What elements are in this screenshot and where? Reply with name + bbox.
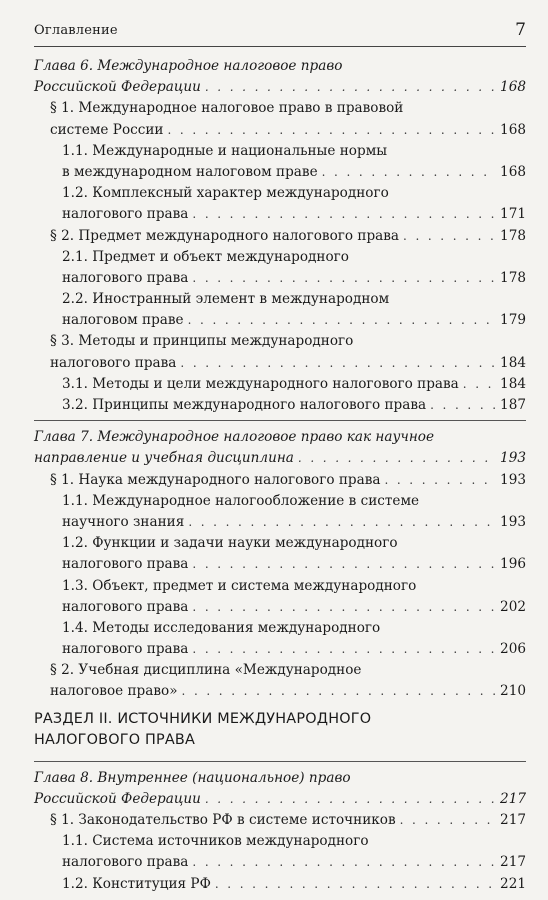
toc-page-number: 171 bbox=[500, 206, 526, 223]
toc-entry-title: 1.4. Методы исследования международного bbox=[62, 619, 381, 636]
dot-leader bbox=[403, 226, 496, 247]
dot-leader bbox=[192, 852, 496, 873]
dot-leader bbox=[188, 310, 496, 331]
toc-subsection-entry[interactable] bbox=[34, 618, 526, 660]
toc-part-line: НАЛОГОВОГО ПРАВА bbox=[34, 731, 196, 748]
toc-page-number: 210 bbox=[500, 683, 526, 700]
toc-subsection-entry[interactable] bbox=[34, 831, 526, 873]
toc-section-entry[interactable] bbox=[34, 331, 526, 373]
toc-page-number: 193 bbox=[500, 471, 526, 488]
toc-subsection-entry[interactable] bbox=[34, 395, 526, 416]
dot-leader bbox=[205, 77, 496, 98]
toc-page-number: 168 bbox=[500, 121, 526, 138]
toc-entry-last-line bbox=[62, 874, 526, 895]
toc-entry-title: налогового права bbox=[50, 354, 177, 371]
toc-entry-title: 1.2. Конституция РФ bbox=[62, 875, 211, 892]
dot-leader bbox=[322, 162, 496, 183]
toc-page-number: 184 bbox=[500, 375, 526, 392]
toc-section-entry[interactable] bbox=[34, 810, 526, 831]
dot-leader bbox=[384, 470, 496, 491]
toc-entry-title: 1.2. Функции и задачи науки международного bbox=[62, 535, 398, 552]
dot-leader bbox=[192, 204, 496, 225]
toc-subsection-entry[interactable] bbox=[34, 533, 526, 575]
toc-subsection-entry[interactable] bbox=[34, 141, 526, 183]
toc-page-number: 178 bbox=[500, 227, 526, 244]
toc-entry-last-line bbox=[34, 789, 526, 810]
dot-leader bbox=[463, 374, 496, 395]
toc-entry-title: Глава 7. Международное налоговое право как научное bbox=[34, 429, 435, 446]
toc-entry-title: 1.1. Система источников международного bbox=[62, 833, 369, 850]
toc-page-number: 179 bbox=[500, 312, 526, 329]
toc-page-number: 168 bbox=[500, 163, 526, 180]
toc-entry-title: в международном налоговом праве bbox=[62, 163, 318, 180]
page-header bbox=[34, 20, 526, 44]
toc-entry-last-line bbox=[62, 852, 526, 873]
dot-leader bbox=[215, 874, 496, 895]
toc-section-entry[interactable] bbox=[34, 660, 526, 702]
toc-page-number: 178 bbox=[500, 269, 526, 286]
dot-leader bbox=[180, 353, 496, 374]
toc-entry-title: § 3. Методы и принципы международного bbox=[50, 333, 354, 350]
toc-page-number: 184 bbox=[500, 354, 526, 371]
toc-separator bbox=[34, 761, 526, 762]
toc-section-entry[interactable] bbox=[34, 226, 526, 247]
toc-entry-last-line bbox=[50, 681, 526, 702]
toc-entry-title: налоговом праве bbox=[62, 312, 184, 329]
dot-leader bbox=[205, 789, 496, 810]
dot-leader bbox=[192, 639, 496, 660]
toc-section-entry[interactable] bbox=[34, 470, 526, 491]
toc-page-number: 206 bbox=[500, 641, 526, 658]
toc-entry-title: § 2. Учебная дисциплина «Международное bbox=[50, 662, 362, 679]
toc-separator bbox=[34, 420, 526, 421]
toc-subsection-entry[interactable] bbox=[34, 491, 526, 533]
toc-subsection-entry[interactable] bbox=[34, 289, 526, 331]
page-number: 7 bbox=[515, 20, 526, 40]
header-rule bbox=[34, 46, 526, 47]
toc-entry-title: 3.2. Принципы международного налогового права bbox=[62, 397, 427, 413]
toc-entry-last-line bbox=[50, 120, 526, 141]
toc-entry-title: 1.3. Объект, предмет и система международного bbox=[62, 577, 417, 594]
toc-entry-last-line bbox=[34, 448, 526, 469]
dot-leader bbox=[192, 554, 496, 575]
toc-chapter-entry[interactable] bbox=[34, 427, 526, 469]
running-title: Оглавление bbox=[34, 23, 118, 38]
dot-leader bbox=[298, 448, 496, 469]
toc-subsection-entry[interactable] bbox=[34, 183, 526, 225]
toc-page-number: 202 bbox=[500, 598, 526, 615]
toc-entry-title: направление и учебная дисциплина bbox=[34, 450, 294, 467]
toc-entry-title: налогового права bbox=[62, 556, 189, 573]
toc-page-number: 196 bbox=[500, 556, 526, 573]
toc-entry-title: § 1. Международное налоговое право в правовой bbox=[50, 100, 404, 117]
toc-entry-title: 1.1. Международное налогообложение в системе bbox=[62, 492, 420, 509]
toc-entry-title: Российской Федерации bbox=[34, 790, 201, 807]
toc-subsection-entry[interactable] bbox=[34, 576, 526, 618]
toc-entry-title: налогового права bbox=[62, 269, 189, 286]
toc-entry-title: налогового права bbox=[62, 598, 189, 615]
toc-subsection-entry[interactable] bbox=[34, 247, 526, 289]
dot-leader bbox=[430, 395, 496, 416]
toc-entry-title: научного знания bbox=[62, 513, 185, 530]
toc-page-number: 217 bbox=[500, 812, 526, 828]
dot-leader bbox=[192, 597, 496, 618]
toc-page-number: 193 bbox=[500, 513, 526, 530]
toc-entry-last-line bbox=[50, 353, 526, 374]
toc-entry-title: Глава 6. Международное налоговое право bbox=[34, 58, 343, 74]
toc-entry-title: 2.2. Иностранный элемент в международном bbox=[62, 291, 390, 308]
toc-entry-last-line bbox=[62, 597, 526, 618]
toc-part-line: РАЗДЕЛ II. ИСТОЧНИКИ МЕЖДУНАРОДНОГО bbox=[34, 710, 372, 727]
toc-entry-title: 1.1. Международные и национальные нормы bbox=[62, 142, 388, 159]
toc-entry-title: налогового права bbox=[62, 854, 189, 871]
dot-leader bbox=[167, 120, 496, 141]
toc-entry-last-line bbox=[62, 374, 526, 395]
toc-entry-last-line bbox=[62, 395, 526, 416]
toc-entry-last-line bbox=[50, 470, 526, 491]
dot-leader bbox=[188, 512, 496, 533]
dot-leader bbox=[192, 268, 496, 289]
toc-entry-title: налогового права bbox=[62, 206, 189, 223]
toc-page-number: 193 bbox=[500, 450, 526, 467]
toc-entry-last-line bbox=[62, 512, 526, 533]
toc-entry-last-line bbox=[62, 639, 526, 660]
toc-page-number: 187 bbox=[500, 397, 526, 413]
toc-entry-last-line bbox=[62, 310, 526, 331]
toc-chapter-entry[interactable] bbox=[34, 768, 526, 810]
toc-entry-title: налоговое право» bbox=[50, 683, 178, 700]
dot-leader bbox=[182, 681, 497, 702]
toc-page-number: 217 bbox=[500, 790, 526, 807]
toc-entry-title: системе России bbox=[50, 121, 164, 138]
toc-entry-title: § 1. Законодательство РФ в системе источников bbox=[50, 812, 396, 828]
toc-entry-last-line bbox=[34, 77, 526, 98]
toc-page-number: 221 bbox=[500, 875, 526, 892]
toc-page-number: 168 bbox=[500, 79, 526, 96]
toc-entry-title: 1.2. Комплексный характер международного bbox=[62, 185, 389, 202]
table-of-contents bbox=[34, 56, 526, 895]
toc-entry-title: § 1. Наука международного налогового права bbox=[50, 471, 381, 488]
dot-leader bbox=[400, 810, 496, 831]
toc-page-number: 217 bbox=[500, 854, 526, 871]
toc-entry-title: Глава 8. Внутреннее (национальное) право bbox=[34, 769, 351, 786]
toc-entry-last-line bbox=[62, 162, 526, 183]
toc-subsection-entry[interactable] bbox=[34, 874, 526, 895]
toc-part-heading bbox=[34, 709, 526, 751]
toc-entry-last-line bbox=[62, 554, 526, 575]
toc-entry-last-line bbox=[50, 226, 526, 247]
toc-section-entry[interactable] bbox=[34, 98, 526, 140]
toc-entry-title: 3.1. Методы и цели международного налогового права bbox=[62, 375, 459, 392]
toc-entry-title: Российской Федерации bbox=[34, 79, 201, 96]
toc-entry-title: § 2. Предмет международного налогового права bbox=[50, 227, 400, 244]
toc-chapter-entry[interactable] bbox=[34, 56, 526, 98]
toc-subsection-entry[interactable] bbox=[34, 374, 526, 395]
toc-entry-title: налогового права bbox=[62, 641, 189, 658]
toc-entry-title: 2.1. Предмет и объект международного bbox=[62, 248, 349, 265]
toc-entry-last-line bbox=[62, 204, 526, 225]
toc-entry-last-line bbox=[50, 810, 526, 831]
toc-entry-last-line bbox=[62, 268, 526, 289]
